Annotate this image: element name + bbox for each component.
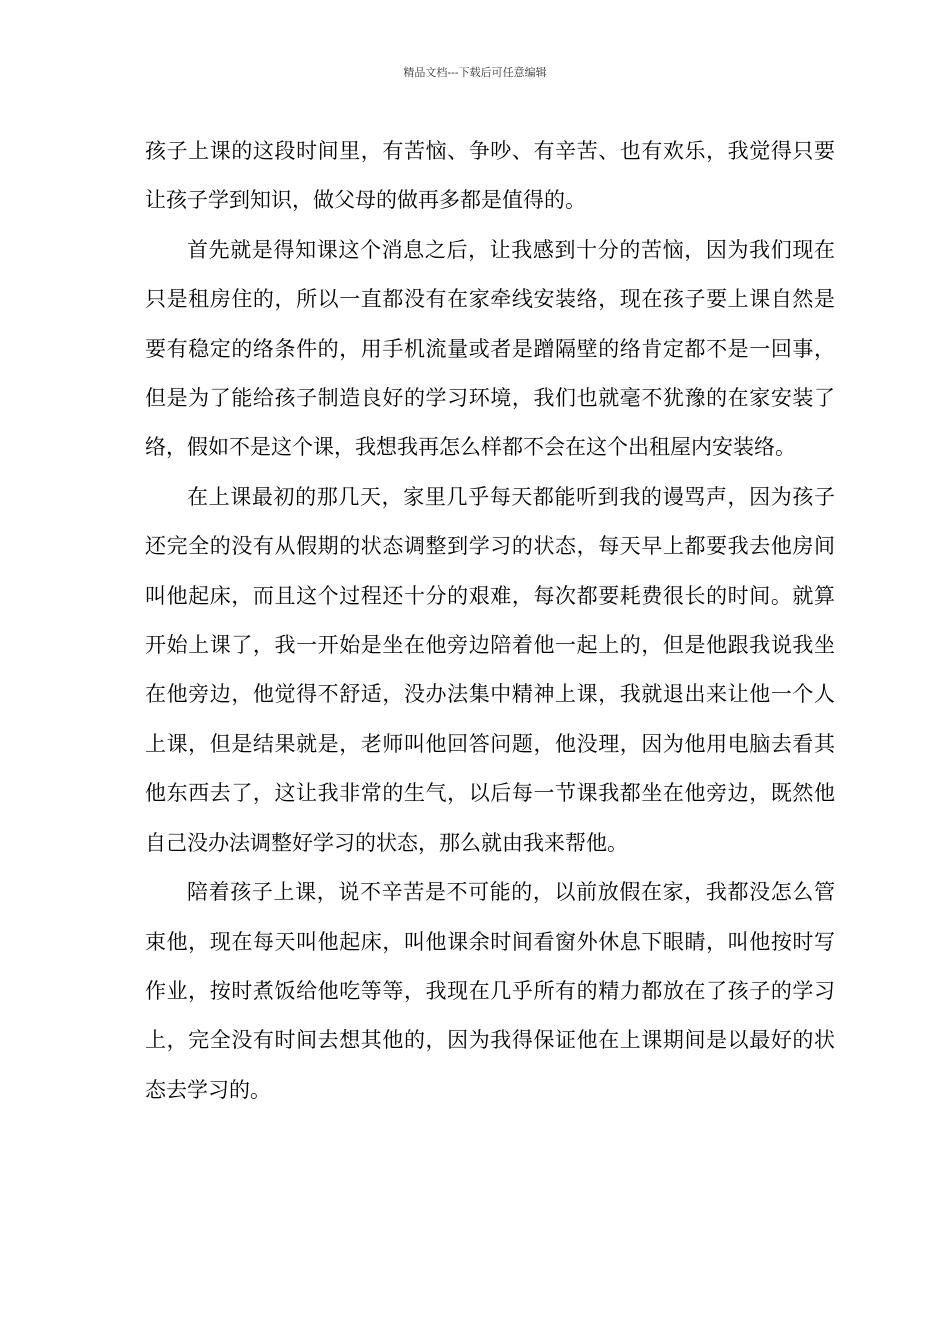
paragraph-accompany: 陪着孩子上课，说不辛苦是不可能的，以前放假在家，我都没怎么管束他，现在每天叫他起床，叫他课余时间看窗外休息下眼睛，叫他按时写作业，按时煮饭给他吃等等，我现在几乎所有的精力都放在了孩子的学习上，完全没有时间去想其他的，因为我得保证他在上课期间是以最好的状态去学习的。 (145, 880, 835, 1102)
document-body (145, 127, 835, 1115)
paragraph-intro: 孩子上课的这段时间里，有苦恼、争吵、有辛苦、也有欢乐，我觉得只要让孩子学到知识，做父母的做再多都是值得的。 (145, 139, 835, 213)
paragraph-early-days: 在上课最初的那几天，家里几乎每天都能听到我的谩骂声，因为孩子还完全的没有从假期的状态调整到学习的状态，每天早上都要我去他房间叫他起床，而且这个过程还十分的艰难，每次都要耗费很长的时间。就算开始上课了，我一开始是坐在他旁边陪着他一起上的，但是他跟我说我坐在他旁边，他觉得不舒适，没办法集中精神上课，我就退出来让他一个人上课，但是结果就是，老师叫他回答问题，他没理，因为他用电脑去看其他东西去了，这让我非常的生气，以后每一节课我都坐在他旁边，既然他自己没办法调整好学习的状态，那么就由我来帮他。 (145, 484, 835, 855)
paragraph-network: 首先就是得知课这个消息之后，让我感到十分的苦恼，因为我们现在只是租房住的，所以一直都没有在家牵线安装络，现在孩子要上课自然是要有稳定的络条件的，用手机流量或者是蹭隔壁的络肯定都不是一回事，但是为了能给孩子制造良好的学习环境，我们也就毫不犹豫的在家安装了络，假如不是这个课，我想我再怎么样都不会在这个出租屋内安装络。 (145, 237, 835, 460)
page-header: 精品文档---下载后可任意编辑 (403, 66, 547, 79)
